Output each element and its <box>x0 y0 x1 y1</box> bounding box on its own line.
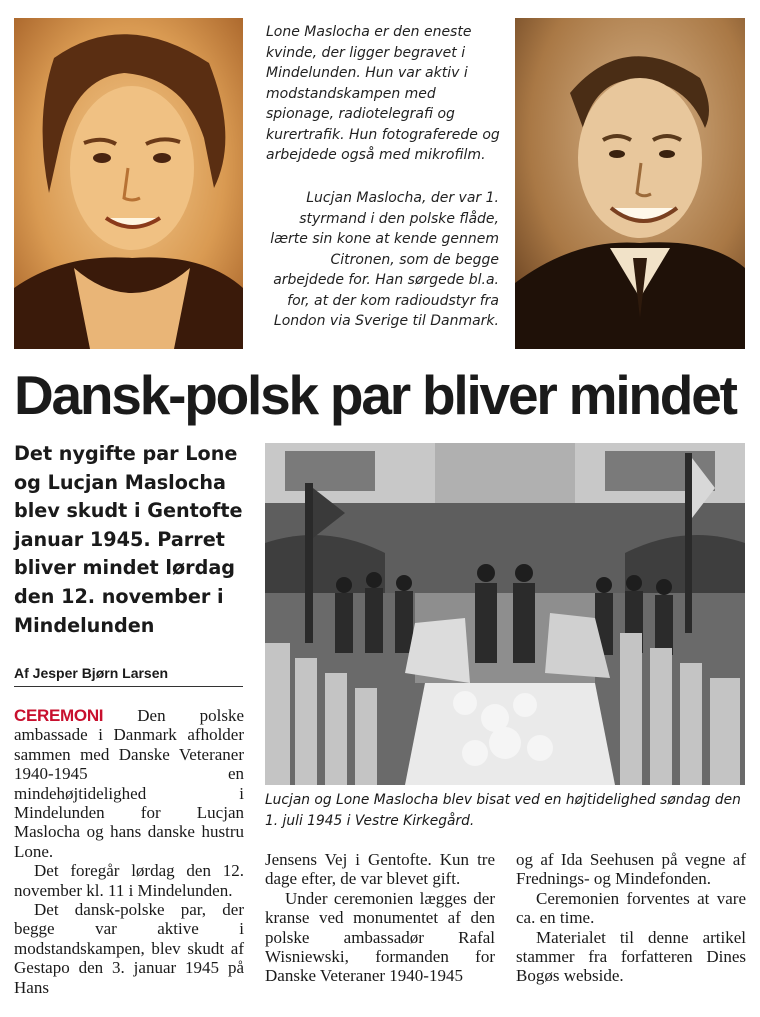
lead-paragraph: Det nygifte par Lone og Lucjan Maslocha blev skudt i Gentofte januar 1945. Parret bliver mindet lørdag den 12. november i Mindelunden <box>14 442 243 637</box>
lone-portrait-photo <box>14 18 243 349</box>
body-paragraph-4-cont: og af Ida Seehusen på vegne af Frednings- og Mindefonden. <box>516 850 746 889</box>
body-paragraph-1 <box>14 706 244 861</box>
body-paragraph-3-cont: Jensens Vej i Gentofte. Kun tre dage efter, de var blevet gift. <box>265 850 495 889</box>
lucjan-caption: Lucjan Maslocha, der var 1. styrmand i den polske flåde, lærte sin kone at kende gennem Citronen, som de begge arbejdede for. Han sørgede bl.a. for, at der kom radioudstyr fra London via Sverige til Danmark. <box>270 190 499 329</box>
body-paragraph-3: Det dansk-polske par, der begge var aktive i modstandskampen, blev skudt af Gestapo den 3. januar 1945 på Hans <box>14 900 244 997</box>
body-paragraph-5: Ceremonien forventes at vare ca. en time. <box>516 888 746 928</box>
lucjan-portrait-photo <box>515 18 745 349</box>
body-column-2 <box>265 850 495 986</box>
portrait-man-icon <box>515 18 745 349</box>
lone-caption: Lone Maslocha er den eneste kvinde, der ligger begravet i Mindelunden. Hun var aktiv i modstandskampen med spionage, radiotelegrafi og kurertrafik. Hun fotograferede og arbejdede også med mikrofilm. <box>266 24 500 163</box>
byline: Af Jesper Bjørn Larsen <box>14 664 243 687</box>
body-column-3 <box>516 850 746 986</box>
body-paragraph-4: Under ceremonien lægges der kranse ved monumentet af den polske ambassadør Rafal Wisniewski, formanden for Danske Veteraner 1940-1945 <box>265 888 495 986</box>
body-paragraph-2: Det foregår lørdag den 12. november kl. 11 i Mindelunden. <box>14 861 244 900</box>
body-text-1: Den polske ambassade i Danmark afholder sammen med Danske Veteraner 1940-1945 en mindehøjtidelighed i Mindelunden for Lucjan Maslocha og hans danske hustru Lone. <box>14 706 244 861</box>
kicker: CEREMONI <box>14 706 104 725</box>
body-paragraph-6: Materialet til denne artikel stammer fra forfatteren Dines Bogøs webside. <box>516 927 746 986</box>
body-column-1 <box>14 706 244 997</box>
headline: Dansk-polsk par bliver mindet <box>14 364 736 426</box>
ceremony-caption: Lucjan og Lone Maslocha blev bisat ved en højtidelighed søndag den 1. juli 1945 i Vestre Kirkegård. <box>265 792 741 829</box>
ceremony-photo <box>265 443 745 785</box>
portrait-woman-icon <box>14 18 243 349</box>
funeral-chapel-icon <box>265 443 745 785</box>
